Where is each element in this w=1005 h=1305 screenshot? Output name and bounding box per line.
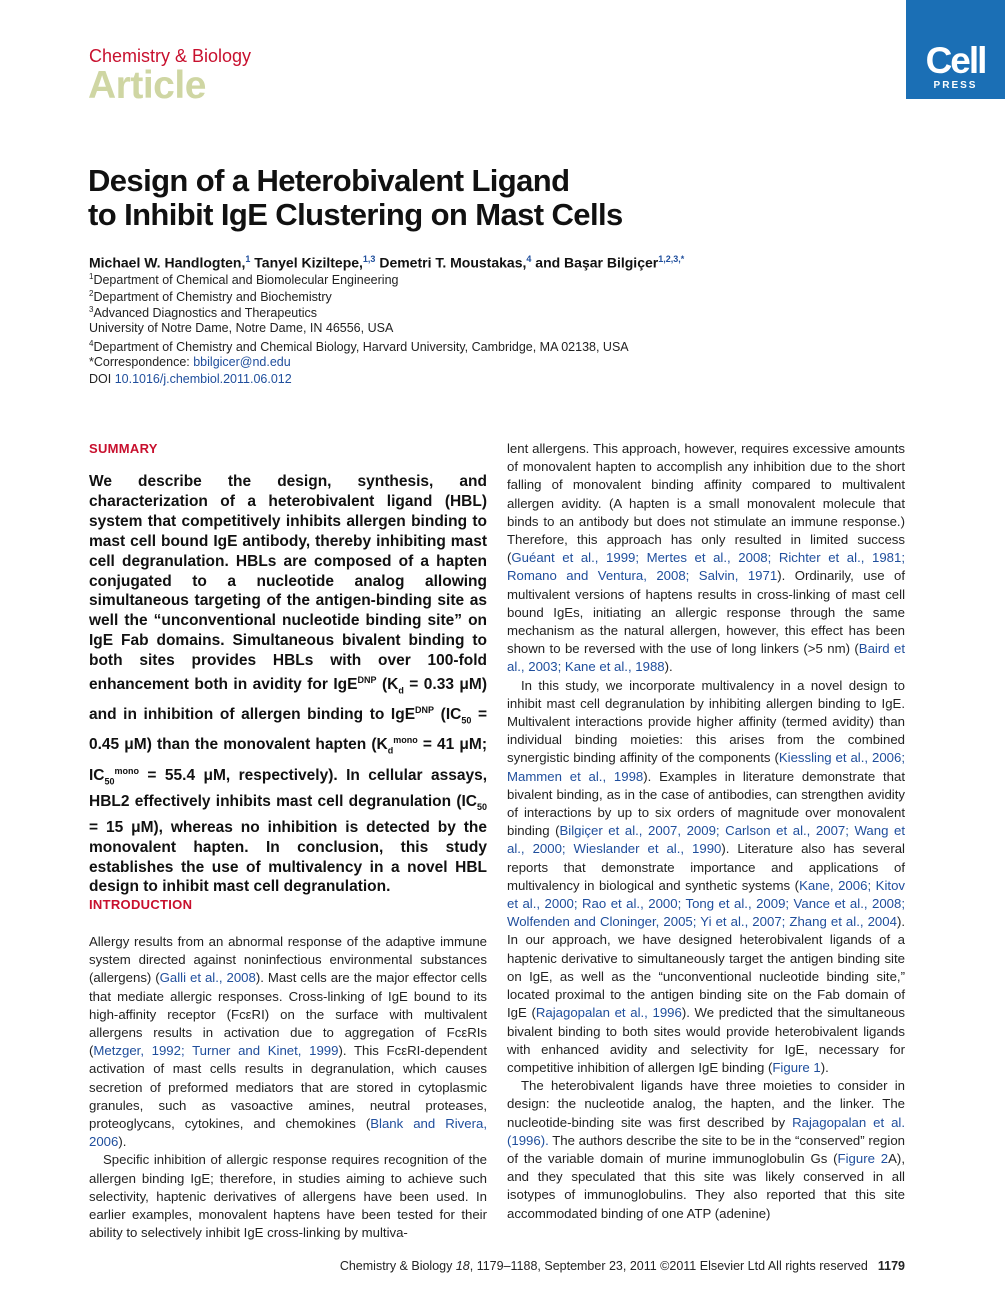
affiliation-4: $^4$Department of Chemistry and Chemical Biology, Harvard University, Cambridge, MA 02138, USA	[89, 339, 629, 355]
citation-link[interactable]: Baird et al., 2003; Kane et al., 1988	[507, 641, 905, 675]
author-3: Demetri T. Moustakas,	[375, 254, 527, 271]
right-paragraph-3: The heterobivalent ligands have three moieties to consider in design: the nucleotide analog, the hapten, and the linker. The nucleotide-binding site was first described by Rajagopalan et al. (1996). The authors describe the site to be in the “conserved” region of the variable domain of murine immunoglobulin Gs (Figure 2A), and they speculated that this site was likely conserved in all isotypes of immunoglobulins. They also reported that this site accommodated binding of one ATP (adenine)	[507, 1078, 906, 1221]
figure-link[interactable]: Figure 2	[837, 1150, 889, 1166]
citation-link[interactable]: Kane, 2006; Kitov et al., 2000; Rao et al., 2000; Tong et al., 2009; Vance et al., 2008; Wolfenden and Cloninger, 2005; Yi et al., 2007; Zhang et al., 2004	[507, 877, 905, 930]
summary-heading: SUMMARY	[89, 441, 158, 456]
correspondence: *Correspondence: bbilgicer@nd.edu	[89, 355, 291, 369]
university-address: University of Notre Dame, Notre Dame, IN 46556, USA	[89, 321, 394, 335]
cell-press-logo	[906, 0, 1005, 99]
author-4: and Başar Bilgiçer	[531, 254, 659, 271]
author-3-affil[interactable]: 4	[526, 254, 532, 264]
author-1: Michael W. Handlogten,	[89, 254, 246, 271]
summary-text: We describe the design, synthesis, and characterization of a heterobivalent ligand (HBL) system that competitively inhibits allergen binding to mast cell bound IgE antibody, thereby inhibiting mast cell degranulation. HBLs are composed of a hapten conjugated to a nucleotide analog allowing simultaneous targeting of the antigen-binding site as well the “unconventional nucleotide binding site” on IgE Fab domains. Simultaneous bivalent binding to both sites provides HBLs with over 100-fold enhancement both in avidity for IgE$^{DNP}$ ($K_d = 0.33$ μM) and in inhibition of allergen binding to IgE$^{DNP}$ ($IC_{50} = 0.45$ μM) than the monovalent hapten ($K_d^{mono} = 41$ μM; $IC_{50}^{mono} = 55.4$ μM, respectively). In cellular assays, HBL2 effectively inhibits mast cell degranulation ($IC_{50} = 15$ μM), whereas no inhibition is detected by the monovalent hapten. In conclusion, this study establishes the use of multivalency in a novel HBL design to inhibit mast cell degranulation.	[89, 473, 487, 896]
figure-link[interactable]: Figure 1	[772, 1059, 821, 1075]
article-type-label: Article	[88, 64, 206, 107]
author-1-affil[interactable]: 1	[245, 254, 251, 264]
page-footer: Chemistry & Biology 18, 1179–1188, September 23, 2011 ©2011 Elsevier Ltd All rights reserved 1179	[339, 1259, 905, 1273]
affiliation-2: $^2$Department of Chemistry and Biochemistry	[89, 289, 332, 305]
citation-link[interactable]: Blank and Rivera, 2006	[89, 1116, 488, 1150]
right-column	[507, 440, 905, 1223]
journal-name: Chemistry & Biology	[89, 46, 252, 66]
title-line-2: to Inhibit IgE Clustering on Mast Cells	[88, 197, 623, 232]
right-paragraph-2: In this study, we incorporate multivalency in a novel design to inhibit mast cell degranulation by inhibiting allergen binding to IgE. Multivalent interactions provide higher affinity (termed avidity) than individual binding moieties: this arises from the combined synergistic binding affinity of the components (Kiessling et al., 2006; Mammen et al., 1998). Examples in literature demonstrate that bivalent binding, as in the case of antibodies, can strengthen avidity of interactions by up to six orders of magnitude over monovalent binding (Bilgiçer et al., 2007, 2009; Carlson et al., 2007; Wang et al., 2000; Wieslander et al., 1990). Literature also has several reports that demonstrate importance and applications of multivalency in biological and synthetic systems (Kane, 2006; Kitov et al., 2000; Rao et al., 2000; Tong et al., 2009; Vance et al., 2008; Wolfenden and Cloninger, 2005; Yi et al., 2007; Zhang et al., 2004). In our approach, we have designed heterobivalent ligands of a haptenic derivative to simultaneously target the antigen binding site on IgE, as well as the “unconventional nucleotide binding site,” located proximal to the antigen binding site on the Fab domain of IgE (Rajagopalan et al., 1996). We predicted that the simultaneous bivalent binding to both sites would provide heterobivalent ligands with enhanced avidity and selectivity for IgE, necessary for competitive inhibition of allergen IgE binding (Figure 1).	[507, 677, 906, 1075]
author-list	[89, 254, 684, 271]
author-2-affil[interactable]: 1,3	[362, 254, 376, 264]
page-number: 1179	[877, 1259, 905, 1273]
introduction-heading: INTRODUCTION	[89, 897, 193, 912]
citation-link[interactable]: Galli et al., 2008	[159, 970, 256, 986]
citation-link[interactable]: Bilgiçer et al., 2007, 2009; Carlson et al., 2007; Wang et al., 2000; Wieslander et al., 1990	[507, 823, 905, 857]
intro-paragraph-1: Allergy results from an abnormal response of the adaptive immune system directed against noninfectious environmental substances (allergens) (Galli et al., 2008). Mast cells are the major effector cells that mediate allergic responses. Cross-linking of IgE bound to its high-affinity receptor (FcεRI) on the surface with multivalent allergens results in activation due to aggregation of FcεRIs (Metzger, 1992; Turner and Kinet, 1999). This FcεRI-dependent activation of mast cells results in degranulation, which causes secretion of preformed mediators that are stored in cytoplasmic granules, such as vasoactive amines, neutral proteases, proteoglycans, cytokines, and chemokines (Blank and Rivera, 2006).	[89, 934, 488, 1150]
author-2: Tanyel Kiziltepe,	[250, 254, 363, 271]
citation-link[interactable]: Kiessling et al., 2006; Mammen et al., 1998	[507, 750, 905, 784]
article-title	[88, 164, 623, 232]
doi-link[interactable]: 10.1016/j.chembiol.2011.06.012	[114, 372, 292, 386]
right-paragraph-1: lent allergens. This approach, however, requires excessive amounts of monovalent hapten to accomplish any inhibition due to the short falling of monovalent binding affinity compared to multivalent allergen avidity. (A hapten is a small monovalent molecule that binds to an antibody but does not stimulate an immune response.) Therefore, this approach has only resulted in limited success (Guéant et al., 1999; Mertes et al., 2008; Richter et al., 1981; Romano and Ventura, 2008; Salvin, 1971). Ordinarily, use of multivalent versions of haptens results in cross-linking of mast cell bound IgEs, initiating an allergic response through the same mechanism as the natural allergen, however, this effect has been shown to be reversed with the use of long linkers (>5 nm) (Baird et al., 2003; Kane et al., 1988).	[507, 441, 905, 675]
author-4-affil[interactable]: 1,2,3,*	[658, 254, 685, 264]
correspondence-email-link[interactable]: bbilgicer@nd.edu	[193, 355, 291, 369]
citation-link[interactable]: Rajagopalan et al. (1996).	[507, 1114, 906, 1148]
doi: DOI 10.1016/j.chembiol.2011.06.012	[89, 372, 292, 386]
introduction-column	[89, 933, 487, 1242]
citation-link[interactable]: Metzger, 1992; Turner and Kinet, 1999	[93, 1043, 339, 1059]
affiliation-1: $^1$Department of Chemical and Biomolecular Engineering	[89, 272, 399, 288]
citation-link[interactable]: Rajagopalan et al., 1996	[535, 1005, 682, 1021]
intro-paragraph-2: Specific inhibition of allergic response requires recognition of the allergen binding IgE; therefore, in studies aiming to achieve such selectivity, haptenic derivatives of allergens have been used. In earlier examples, monovalent haptens have been tested for their ability to selectively inhibit IgE cross-linking by multiva-	[89, 1152, 487, 1241]
title-line-1: Design of a Heterobivalent Ligand	[88, 163, 570, 198]
affiliation-3: $^3$Advanced Diagnostics and Therapeutics	[89, 305, 317, 321]
logo-press: PRESS	[933, 80, 978, 91]
citation-link[interactable]: Guéant et al., 1999; Mertes et al., 2008; Richter et al., 1981; Romano and Ventura, 2008; Salvin, 1971	[507, 550, 905, 584]
logo-word: Cell	[925, 40, 986, 81]
